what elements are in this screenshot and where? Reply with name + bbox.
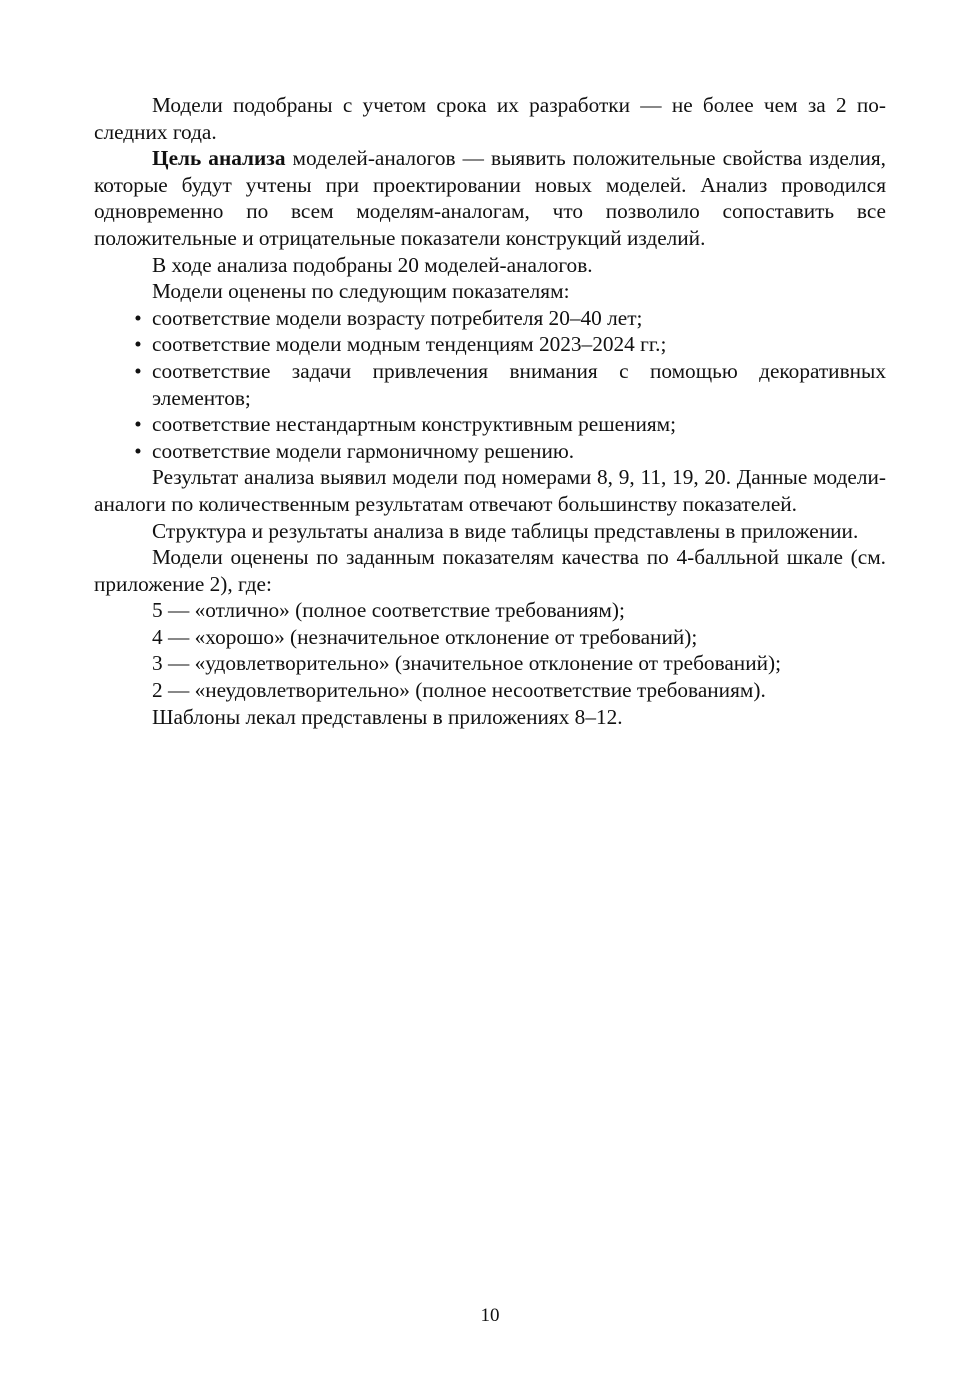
scale-item: 5 — «отлично» (полное соответствие требованиям);	[152, 598, 625, 623]
page-body	[94, 92, 886, 730]
paragraph-analysis-result: Результат анализа выявил модели под номерами 8, 9, 11, 19, 20. Данные модели-аналоги по количественным результатам отвечают большинству показателей.	[94, 465, 886, 516]
criteria-item-text: соответствие нестандартным конструктивным решениям;	[152, 412, 677, 437]
paragraph-templates: Шаблоны лекал представлены в приложениях 8–12.	[152, 704, 623, 729]
page-number: 10	[480, 1305, 500, 1326]
criteria-item-text: соответствие модели возрасту потребителя 20–40 лет;	[152, 305, 643, 330]
scale-item: 3 — «удовлетворительно» (значительное отклонение от требований);	[152, 651, 782, 676]
paragraph-analogs-count: В ходе анализа подобраны 20 моделей-аналогов.	[152, 252, 593, 277]
bullet-icon: •	[134, 412, 142, 437]
bullet-icon: •	[134, 438, 142, 463]
criteria-list	[94, 305, 886, 465]
criteria-item-text: соответствие модели модным тенденциям 2023–2024 гг.;	[152, 332, 667, 357]
criteria-item-text: соответствие задачи привлечения внимания с помощью декоративных элементов;	[152, 358, 886, 410]
criteria-item	[94, 438, 886, 465]
criteria-item	[94, 411, 886, 438]
criteria-item-text: соответствие модели гармоничному решению.	[152, 438, 575, 463]
bullet-icon: •	[134, 332, 142, 357]
criteria-item	[94, 305, 886, 332]
scale-item: 4 — «хорошо» (незначительное отклонение от требований);	[152, 624, 698, 649]
bullet-icon: •	[134, 305, 142, 330]
paragraph-analysis-goal	[94, 145, 886, 251]
analysis-goal-text: моделей-аналогов — выявить положительные свойства изделия, которые будут учтены при проектировании новых моделей. Анализ проводился одновременно по всем моделям-аналогам, что позволило сопоставить все положительные и отрицательные показатели конструкций изделий.	[94, 146, 886, 250]
paragraph-structure-appendix: Структура и результаты анализа в виде таблицы представлены в приложении.	[152, 518, 859, 543]
paragraph-criteria-intro: Модели оценены по следующим показателям:	[152, 279, 570, 304]
criteria-item	[94, 331, 886, 358]
scale-item: 2 — «неудовлетворительно» (полное несоответствие требованиям).	[152, 678, 766, 703]
grading-scale	[94, 597, 886, 703]
paragraph-models-selection: Модели подобраны с учетом срока их разработки — не более чем за 2 последних года.	[94, 93, 886, 144]
criteria-item	[94, 358, 886, 411]
paragraph-scale-intro: Модели оценены по заданным показателям качества по 4-балльной шкале (см. приложение 2), где:	[94, 545, 886, 596]
analysis-goal-term: Цель анализа	[152, 146, 286, 171]
bullet-icon: •	[134, 358, 142, 383]
